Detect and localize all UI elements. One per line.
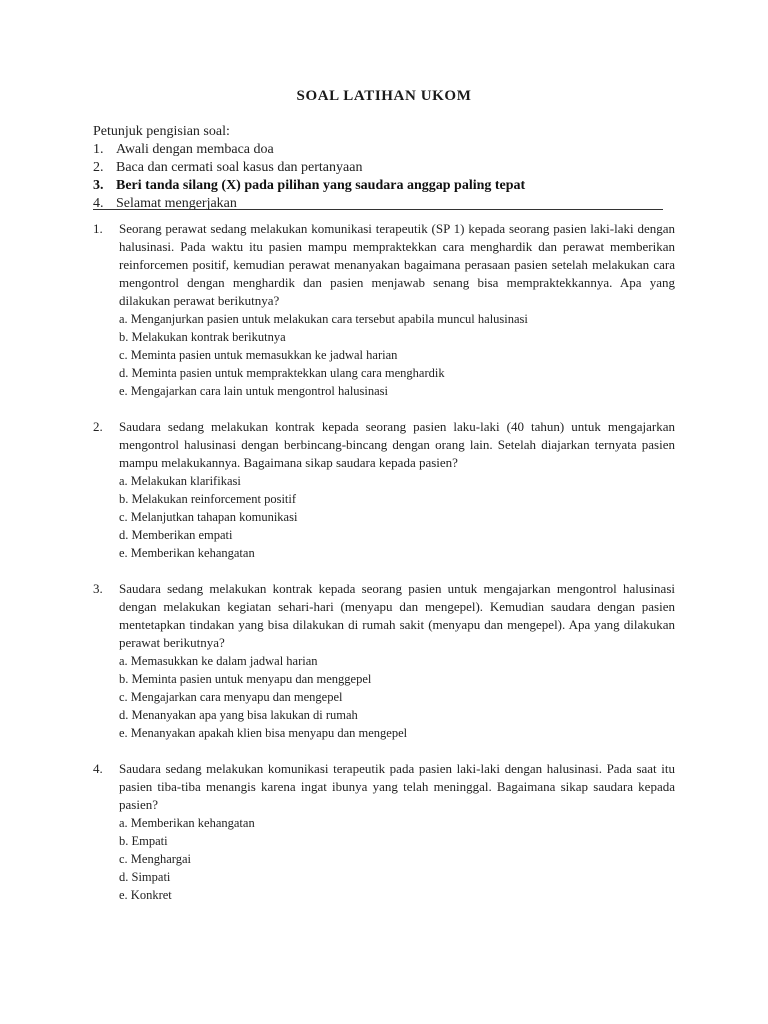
answer-option-a[interactable]: a. Memberikan kehangatan <box>119 816 255 830</box>
question-number: 1. <box>93 221 103 236</box>
question-text: Saudara sedang melakukan kontrak kepada seorang pasien untuk mengajarkan mengontrol halusinasi dengan melakukan kegiatan sehari-hari (menyapu dan mengepel). Kemudian saudara dengan pasien mentetapkan tindakan yang bisa dilakukan di rumah sakit (menyapu dan mengepel). Apa yang dilakukan perawat berikutnya? <box>119 581 675 650</box>
answer-option-e[interactable]: e. Konkret <box>119 888 172 902</box>
answer-option-e[interactable]: e. Mengajarkan cara lain untuk mengontrol halusinasi <box>119 384 389 398</box>
question-number: 4. <box>93 761 103 776</box>
answer-option-d[interactable]: d. Memberikan empati <box>119 528 233 542</box>
instruction-number: 3. <box>93 178 104 193</box>
page-title: SOAL LATIHAN UKOM <box>296 88 472 104</box>
answer-option-c[interactable]: c. Meminta pasien untuk memasukkan ke jadwal harian <box>119 348 398 362</box>
question-body <box>119 418 675 562</box>
question-4 <box>93 760 675 904</box>
instruction-number: 1. <box>93 142 104 157</box>
instruction-number: 4. <box>93 196 104 211</box>
answer-option-b[interactable]: b. Melakukan kontrak berikutnya <box>119 330 286 344</box>
answer-option-d[interactable]: d. Meminta pasien untuk mempraktekkan ulang cara menghardik <box>119 366 445 380</box>
question-body <box>119 580 675 742</box>
question-body <box>119 220 675 400</box>
instructions-heading: Petunjuk pengisian soal: <box>93 124 230 139</box>
question-body <box>119 760 675 904</box>
instruction-item <box>93 141 673 159</box>
question-text: Saudara sedang melakukan komunikasi terapeutik pada pasien laki-laki dengan halusinasi. Pada saat itu pasien tiba-tiba menangis karena ingat ibunya yang telah meninggal. Bagaimana sikap saudara kepada pasien? <box>119 761 675 812</box>
answer-option-c[interactable]: c. Menghargai <box>119 852 191 866</box>
answer-option-b[interactable]: b. Melakukan reinforcement positif <box>119 492 297 506</box>
instruction-item <box>93 159 673 177</box>
question-2 <box>93 418 675 562</box>
instruction-text: Selamat mengerjakan <box>116 196 237 211</box>
question-number: 3. <box>93 581 103 596</box>
instruction-text: Beri tanda silang (X) pada pilihan yang saudara anggap paling tepat <box>116 178 526 193</box>
answer-option-c[interactable]: c. Melanjutkan tahapan komunikasi <box>119 510 298 524</box>
question-3 <box>93 580 675 742</box>
question-1 <box>93 220 675 400</box>
question-number: 2. <box>93 419 103 434</box>
answer-option-a[interactable]: a. Memasukkan ke dalam jadwal harian <box>119 654 318 668</box>
instruction-text: Baca dan cermati soal kasus dan pertanyaan <box>116 160 363 175</box>
instruction-item-emphasized <box>93 177 673 195</box>
instruction-number: 2. <box>93 160 104 175</box>
instructions-block <box>93 123 673 213</box>
questions-list <box>93 220 675 922</box>
answer-option-d[interactable]: d. Simpati <box>119 870 171 884</box>
answer-option-b[interactable]: b. Meminta pasien untuk menyapu dan menggepel <box>119 672 372 686</box>
answer-option-c[interactable]: c. Mengajarkan cara menyapu dan mengepel <box>119 690 343 704</box>
answer-option-b[interactable]: b. Empati <box>119 834 168 848</box>
answer-option-d[interactable]: d. Menanyakan apa yang bisa lakukan di rumah <box>119 708 358 722</box>
answer-option-e[interactable]: e. Menanyakan apakah klien bisa menyapu dan mengepel <box>119 726 408 740</box>
answer-option-a[interactable]: a. Menganjurkan pasien untuk melakukan cara tersebut apabila muncul halusinasi <box>119 312 528 326</box>
answer-option-a[interactable]: a. Melakukan klarifikasi <box>119 474 241 488</box>
answer-option-e[interactable]: e. Memberikan kehangatan <box>119 546 255 560</box>
question-text: Saudara sedang melakukan kontrak kepada seorang pasien laku-laki (40 tahun) untuk mengajarkan mengontrol halusinasi dengan berbincang-bincang dengan orang lain. Setelah diajarkan ternyata pasien mampu melakukannya. Bagaimana sikap saudara kepada pasien? <box>119 419 675 470</box>
instruction-text: Awali dengan membaca doa <box>116 142 274 157</box>
question-text: Seorang perawat sedang melakukan komunikasi terapeutik (SP 1) kepada seorang pasien laki-laki dengan halusinasi. Pada waktu itu pasien mampu mempraktekkan cara menghardik dan perawat memberikan reinforcemen positif, kemudian perawat menanyakan bagaimana perasaan pasien setelah melakukan cara mengontrol dengan menghardik dan pasien menjawab senang bisa mempraktekkannya. Apa yang dilakukan perawat berikutnya? <box>119 221 675 308</box>
instruction-item <box>93 195 673 213</box>
divider-line <box>93 209 663 210</box>
